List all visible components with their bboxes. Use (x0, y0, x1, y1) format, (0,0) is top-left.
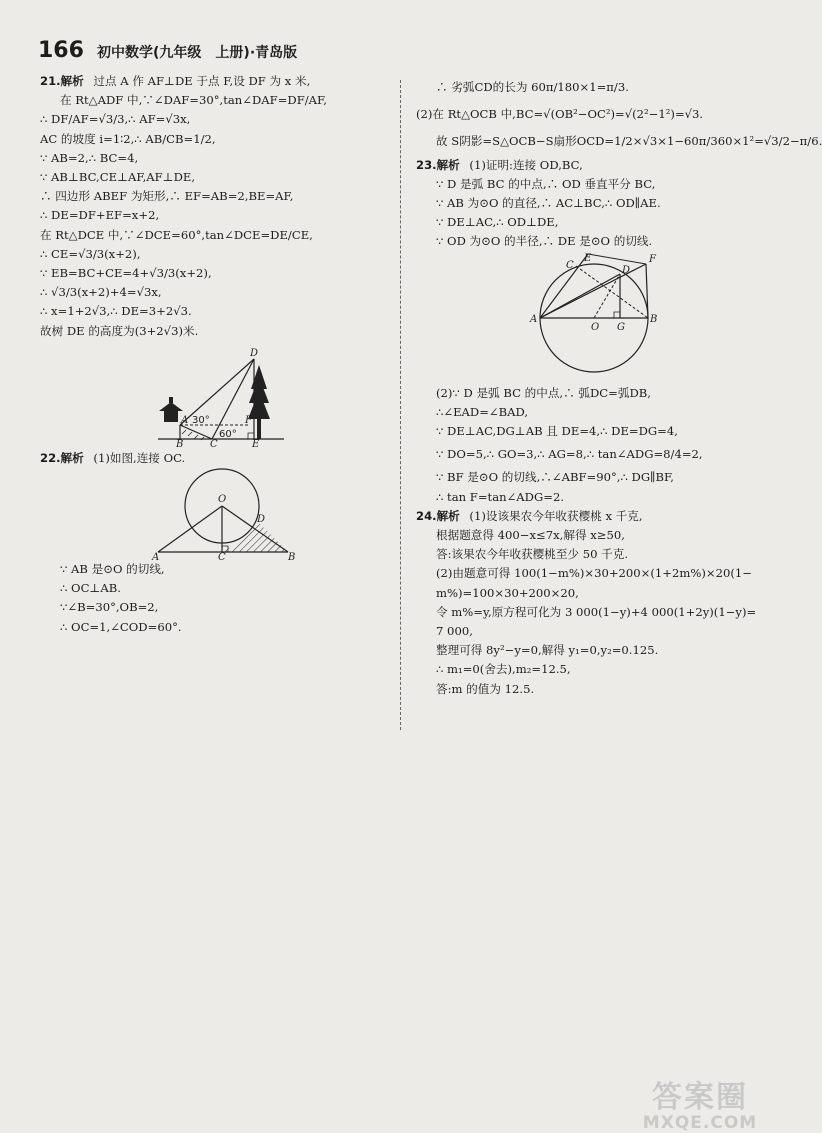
q21-line-1: 在 Rt△ADF 中,∵∠DAF=30°,tan∠DAF=DF/AF, (60, 93, 327, 108)
q21-label-D: D (250, 347, 259, 359)
q21-line-0 (40, 72, 390, 91)
q24-number: 24.解析 (416, 508, 460, 523)
watermark-logo (640, 1082, 760, 1132)
q22-label-A: A (152, 552, 160, 564)
q21-line-2: ∴ DF/AF=√3/3,∴ AF=√3x, (40, 112, 191, 127)
q24-text-0: (1)设该果农今年收获樱桃 x 千克, (469, 508, 643, 523)
q21-angle1: 30° (192, 414, 210, 426)
q23-label-C: C (566, 259, 574, 271)
q21-line-4: ∵ AB=2,∴ BC=4, (40, 150, 139, 165)
q22-line-4: ∴ OC=1,∠COD=60°. (60, 619, 182, 634)
q23-label-A: A (530, 313, 538, 325)
q21-line-12: ∴ x=1+2√3,∴ DE=3+2√3. (40, 304, 192, 319)
q21-line-10: ∵ EB=BC+CE=4+√3/3(x+2), (40, 266, 212, 281)
q24-line-0 (416, 507, 746, 526)
q23-label-D: D (622, 264, 631, 276)
page-number: 166 (38, 38, 84, 63)
page-header (38, 38, 297, 68)
q21-label-A: A (181, 414, 189, 426)
q22-line-2: ∴ OC⊥AB. (60, 581, 121, 596)
q23b-line-1: ∴∠EAD=∠BAD, (436, 404, 529, 419)
q21-line-7: ∴ DE=DF+EF=x+2, (40, 208, 160, 223)
q24-line-5: 令 m%=y,原方程可化为 3 000(1−y)+4 000(1+2y)(1−y)= (436, 604, 757, 619)
q22-line-3: ∵∠B=30°,OB=2, (60, 600, 159, 615)
q21-line-8: 在 Rt△DCE 中,∵∠DCE=60°,tan∠DCE=DE/CE, (40, 227, 313, 242)
q21-angle2: 60° (219, 428, 237, 440)
q23-text-0: (1)证明:连接 OD,BC, (469, 157, 583, 172)
q23b-line-2: ∵ DE⊥AC,DG⊥AB 且 DE=4,∴ DE=DG=4, (436, 424, 678, 439)
q21-label-B: B (176, 438, 184, 450)
q24-line-3: (2)由题意可得 100(1−m%)×30+200×(1+2m%)×20(1− (436, 566, 752, 581)
q23-label-G: G (617, 321, 625, 333)
q22-number: 22.解析 (40, 450, 84, 465)
q21-label-C: C (210, 438, 218, 450)
q23-line-3: ∵ DE⊥AC,∴ OD⊥DE, (436, 215, 559, 230)
q21-line-3: AC 的坡度 i=1∶2,∴ AB/CB=1/2, (40, 131, 216, 146)
q22-cont-line-2: 故 S阴影=S△OCB−S扇形OCD=1/2×√3×1−60π/360×1²=√3/2−π/6. (436, 134, 822, 149)
left-column (40, 72, 390, 637)
q23b-line-4: ∵ BF 是⊙O 的切线,∴∠ABF=90°,∴ DG∥BF, (436, 470, 674, 485)
q21-figure (40, 347, 390, 450)
watermark-en: MXQE.COM (642, 1113, 758, 1133)
q23-number: 23.解析 (416, 157, 460, 172)
q23-label-E: E (584, 252, 592, 264)
q22-line-0 (40, 449, 390, 468)
q23-line-1: ∵ D 是弧 BC 的中点,∴ OD 垂直平分 BC, (436, 176, 656, 191)
q22-cont-line-0: ∴ 劣弧CD的长为 60π/180×1=π/3. (436, 80, 629, 94)
q22-cont-line-1: (2)在 Rt△OCB 中,BC=√(OB²−OC²)=√(2²−1²)=√3. (416, 107, 704, 122)
q23-line-2: ∵ AB 为⊙O 的直径,∴ AC⊥BC,∴ OD∥AE. (436, 196, 661, 211)
q24-line-9: 答:m 的值为 12.5. (436, 681, 535, 696)
right-column (416, 72, 822, 699)
q24-line-8: ∴ m₁=0(舍去),m₂=12.5, (436, 662, 571, 677)
q24-line-2: 答:该果农今年收获樱桃至少 50 千克. (436, 547, 629, 562)
q23b-line-0: (2)∵ D 是弧 BC 的中点,∴ 弧DC=弧DB, (436, 385, 651, 400)
q22-line-1: ∵ AB 是⊙O 的切线, (60, 562, 165, 577)
q24-line-4: m%)=100×30+200×20, (436, 585, 579, 600)
q23b-line-5: ∴ tan F=tan∠ADG=2. (436, 489, 565, 504)
q21-line-13: 故树 DE 的高度为(3+2√3)米. (40, 323, 199, 338)
q21-line-5: ∵ AB⊥BC,CE⊥AF,AF⊥DE, (40, 170, 196, 185)
q24-line-1: 根据题意得 400−x≤7x,解得 x≥50, (436, 528, 625, 543)
column-divider (400, 80, 401, 730)
q23-label-O: O (591, 321, 600, 333)
q22-label-C: C (218, 552, 226, 564)
q23-line-0 (416, 156, 746, 175)
q24-line-7: 整理可得 8y²−y=0,解得 y₁=0,y₂=0.125. (436, 643, 659, 658)
q21-line-11: ∴ √3/3(x+2)+4=√3x, (40, 285, 162, 300)
q24-line-6: 7 000, (436, 624, 473, 639)
watermark-cn: 答案圈 (652, 1080, 748, 1115)
q22-figure (40, 468, 390, 564)
q22-label-B: B (288, 552, 296, 564)
q22-label-D: D (257, 514, 266, 526)
q21-line-6: ∴ 四边形 ABEF 为矩形,∴ EF=AB=2,BE=AF, (40, 189, 294, 204)
q21-number: 21.解析 (40, 74, 84, 88)
q23-figure (416, 252, 746, 384)
q21-text-0: 过点 A 作 AF⊥DE 于点 F,设 DF 为 x 米, (93, 74, 311, 88)
q23b-line-3: ∵ DO=5,∴ GO=3,∴ AG=8,∴ tan∠ADG=8/4=2, (436, 447, 703, 462)
q21-label-F: F (245, 414, 252, 426)
q21-line-9: ∴ CE=√3/3(x+2), (40, 246, 141, 261)
q22-text-0: (1)如图,连接 OC. (93, 450, 186, 465)
q23-line-4: ∵ OD 为⊙O 的半径,∴ DE 是⊙O 的切线. (436, 234, 653, 249)
q23-label-B: B (650, 313, 658, 325)
q22-label-O: O (218, 494, 227, 506)
q21-label-E: E (252, 438, 260, 450)
book-title: 初中数学(九年级 上册)·青岛版 (97, 45, 298, 61)
q23-label-F: F (649, 253, 656, 265)
